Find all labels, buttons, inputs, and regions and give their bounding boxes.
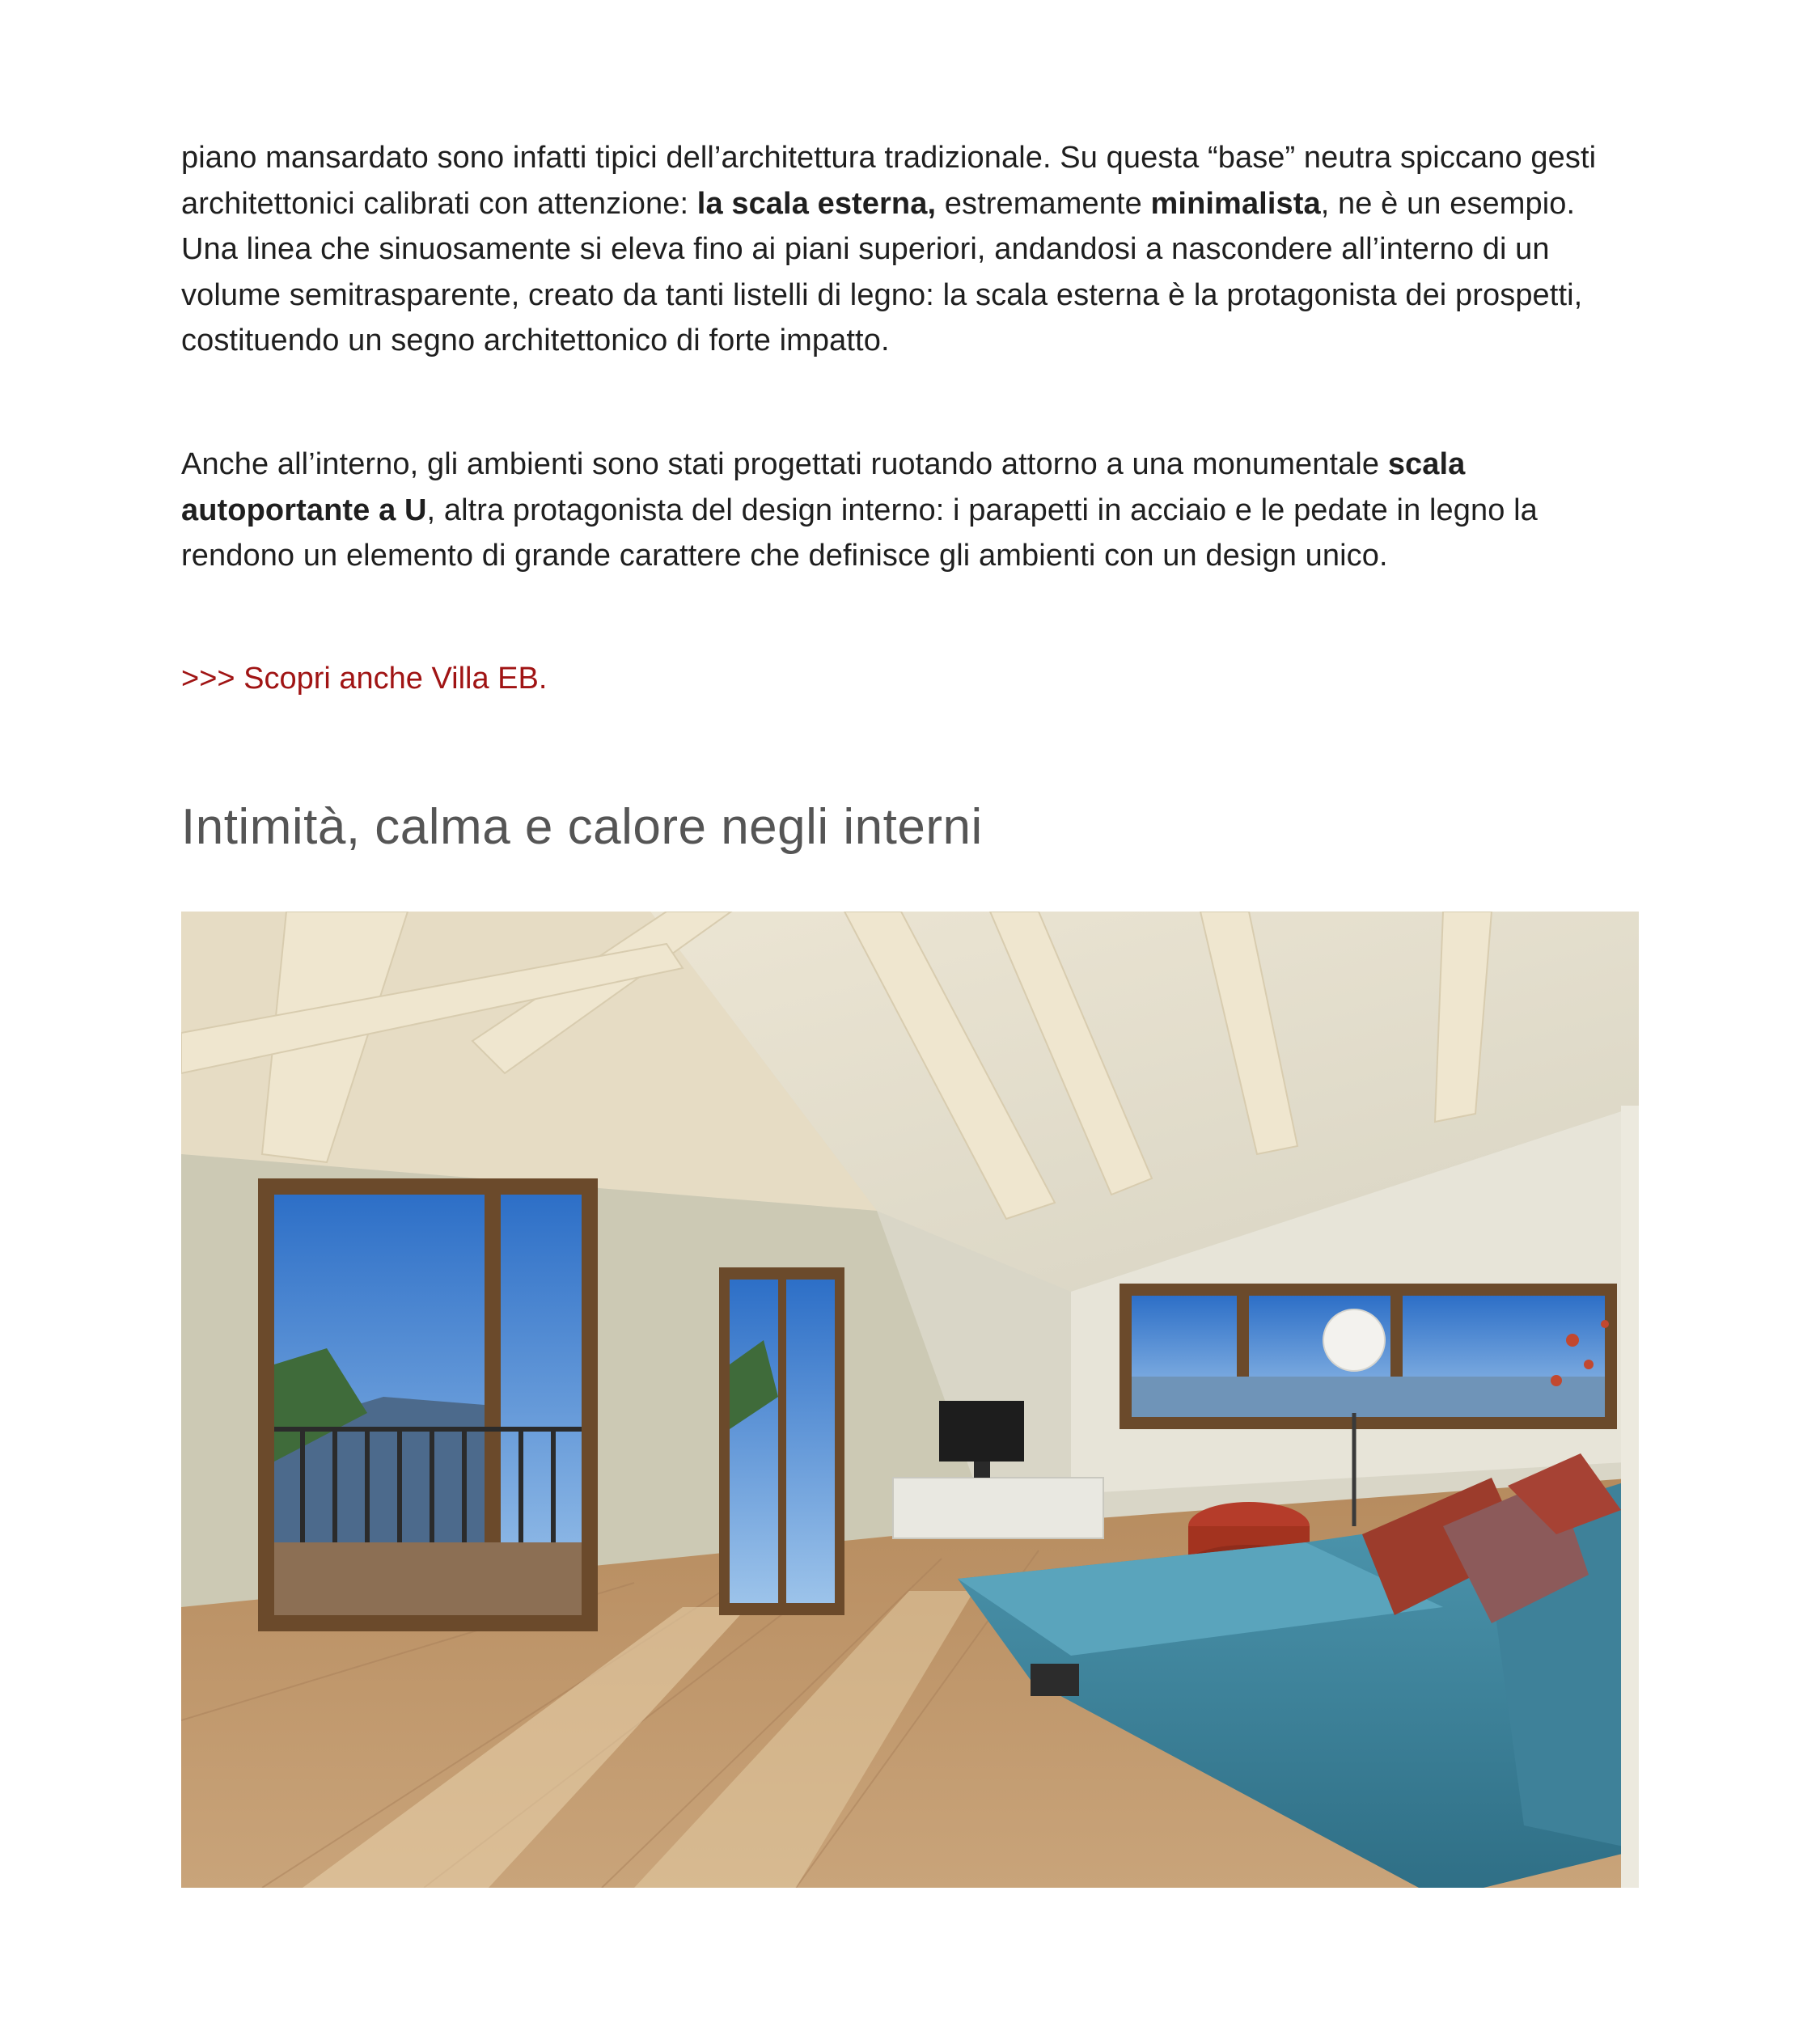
paragraph-text: estremamente [936,186,1151,221]
related-article-link[interactable]: >>> Scopri anche Villa EB. [181,662,548,696]
paragraph-text: , altra protagonista del design interno: i parapetti in acciaio e le pedate in legno la rendono un elemento di grande carattere che definisce gli ambienti con un design unico. [181,493,1538,573]
section-heading: Intimità, calma e calore negli interni [181,799,983,855]
highlight-minimalist: minimalista [1150,186,1321,221]
paragraph-text: , ne è un esempio. Una linea che sinuosamente si eleva fino ai piani superiori, andandosi a nascondere all’interno di un volume semitrasparente, creato da tanti listelli di legno: la scala esterna è la protagonista dei prospetti, costituendo un segno architettonico di forte impatto. [181,186,1583,357]
paragraph-text: piano mansardato sono infatti tipici dell’architettura tradizionale. Su questa “base” neutra spiccano gesti architettonici calibrati con attenzione: [181,141,1597,221]
interior-attic-photo [181,912,1639,1888]
highlight-u-staircase: scala autoportante a U [181,447,1466,527]
paragraph-exterior-staircase [181,135,1639,364]
paragraph-text: Anche all’interno, gli ambienti sono stati progettati ruotando attorno a una monumentale [181,447,1388,481]
paragraph-interior-staircase [181,442,1639,579]
highlight-exterior-staircase: la scala esterna, [696,186,937,221]
